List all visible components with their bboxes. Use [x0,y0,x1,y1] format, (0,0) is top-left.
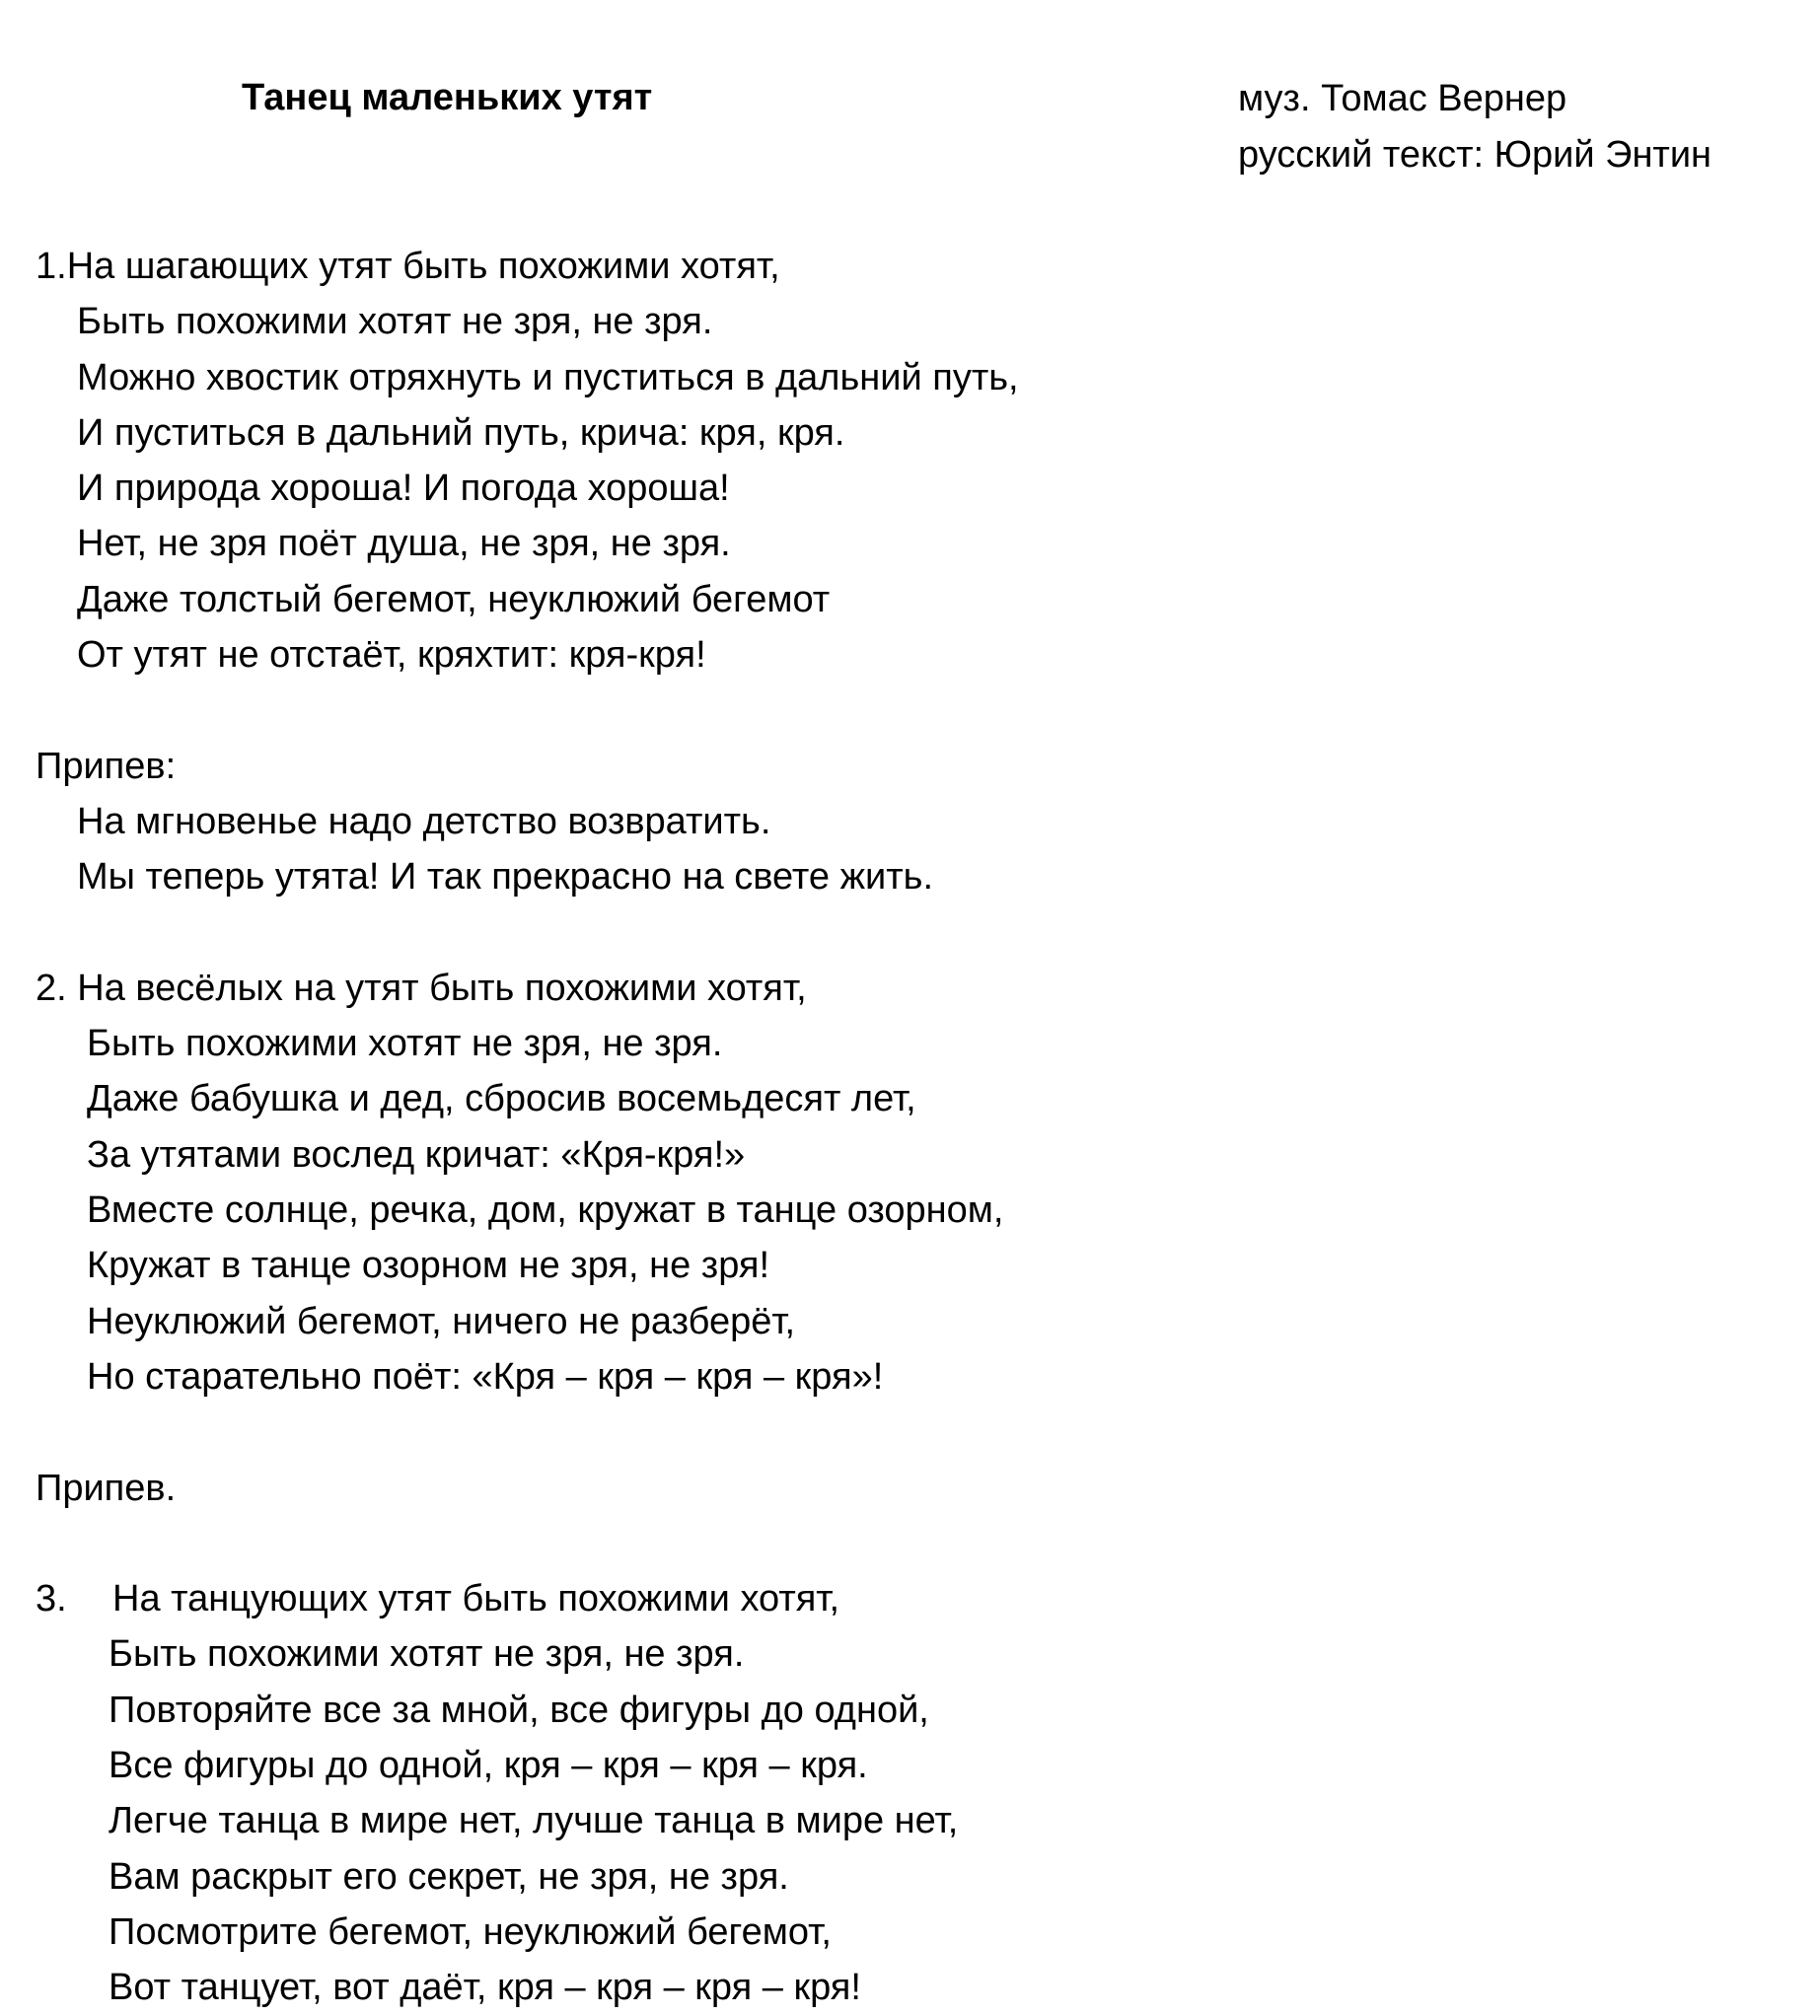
verse-line: Быть похожими хотят не зря, не зря. [77,301,713,343]
credits-block [1238,71,1711,183]
verse-line: Все фигуры до одной, кря – кря – кря – кря. [109,1745,868,1787]
chorus [0,739,1820,905]
verse-line: 1.На шагающих утят быть похожими хотят, [36,246,780,287]
verse-line: Быть похожими хотят не зря, не зря. [109,1633,745,1676]
stanza-gap [0,1516,1820,1571]
verse-line: Даже бабушка и дед, сбросив восемьдесят лет, [87,1078,916,1120]
stanza-gap [0,1404,1820,1460]
verse-line: 2. На весёлых на утят быть похожими хотят, [36,967,807,1009]
verse-first-line [0,1571,1820,1626]
verse-line: Неуклюжий бегемот, ничего не разберёт, [87,1300,796,1342]
verse-line: Даже толстый бегемот, неуклюжий бегемот [77,578,831,620]
chorus-line: Мы теперь утята! И так прекрасно на свете жить. [77,856,934,899]
verse-line: Быть похожими хотят не зря, не зря. [87,1023,723,1065]
music-credit: муз. Томас Вернер [1238,78,1567,119]
verse-line: Легче танца в мире нет, лучше танца в мире нет, [109,1800,959,1842]
verse-line: На танцующих утят быть похожими хотят, [112,1578,840,1620]
lyrics-credit: русский текст: Юрий Энтин [1238,134,1712,176]
verse-line: Вам раскрыт его секрет, не зря, не зря. [109,1855,789,1898]
verse-line: Но старательно поёт: «Кря – кря – кря – кря»! [87,1355,884,1398]
verse-line: Вместе солнце, речка, дом, кружат в танце озорном, [87,1189,1004,1232]
verse-line: Кружат в танце озорном не зря, не зря! [87,1245,770,1287]
chorus-repeat-label: Припев. [36,1467,177,1509]
stanza-gap [0,905,1820,961]
song-title: Танец маленьких утят [242,77,653,118]
verse-3 [0,1571,1820,2015]
lyrics-body [0,239,1820,2016]
verse-line: И пуститься в дальний путь, крича: кря, кря. [77,411,845,454]
verse-1 [0,239,1820,683]
verse-line: Вот танцует, вот даёт, кря – кря – кря – кря! [109,1967,861,2009]
verse-line: От утят не отстаёт, кряхтит: кря-кря! [77,634,706,677]
verse-number: 3. [36,1578,67,1620]
verse-line: За утятами вослед кричат: «Кря-кря!» [87,1133,746,1176]
verse-line: И природа хороша! И погода хороша! [77,468,730,510]
stanza-gap [0,683,1820,738]
verse-line: Посмотрите бегемот, неуклюжий бегемот, [109,1910,832,1953]
verse-line: Нет, не зря поёт душа, не зря, не зря. [77,523,731,565]
verse-line: Повторяйте все за мной, все фигуры до одной, [109,1689,929,1731]
verse-2 [0,961,1820,1404]
verse-line: Можно хвостик отряхнуть и пуститься в дальний путь, [77,356,1019,398]
chorus-label: Припев: [36,745,177,787]
chorus-line: На мгновенье надо детство возвратить. [77,800,771,842]
